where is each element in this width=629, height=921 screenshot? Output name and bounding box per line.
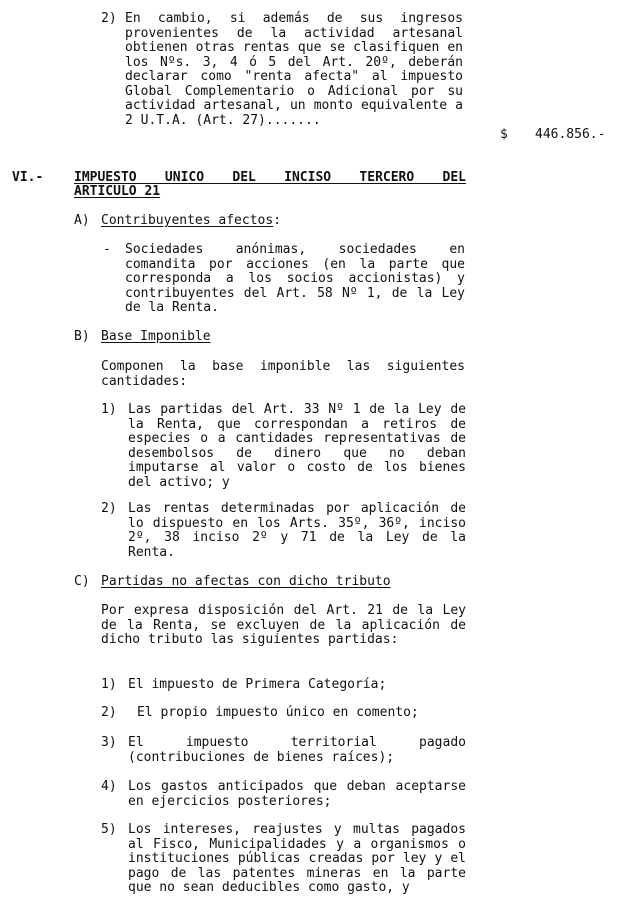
list-item-text: El impuesto territorial pagado (contribuciones de bienes raíces); (128, 735, 466, 765)
list-item-text: Las rentas determinadas por aplicación de lo dispuesto en los Arts. 35º, 36º, inciso 2º, 38 inciso 2º y 71 de la Ley de la Renta. (128, 501, 466, 560)
bullet-dash: - (103, 242, 111, 257)
amount-currency: $ (500, 127, 508, 142)
heading-text: Contribuyentes afectos (101, 213, 274, 228)
section-title-line-1: IMPUESTO UNICO DEL INCISO TERCERO DEL (74, 170, 466, 185)
list-item-text: El propio impuesto único en comento; (137, 705, 419, 720)
list-number: 1) (101, 677, 117, 692)
list-item-text: El impuesto de Primera Categoría; (128, 677, 387, 692)
subsection-letter-b: B) (74, 329, 90, 344)
section-roman-numeral: VI.- (12, 170, 44, 185)
list-item-text: En cambio, si además de sus ingresos provenientes de la actividad artesanal obtienen otras rentas que se clasifiquen en los Nºs. 3, 4 ó 5 del Art. 20º, deberán declarar como "renta afecta" al impuesto Global Complementario o Adicional por su actividad artesanal, un monto equivalente a 2 U.T.A. (Art. 27)....... (125, 11, 463, 128)
list-number: 2) (101, 705, 117, 720)
subsection-heading-c: Partidas no afectas con dicho tributo (101, 574, 391, 589)
amount-value: 446.856.- (535, 127, 606, 142)
list-item-text: Los intereses, reajustes y multas pagados al Fisco, Municipalidades y a organismos o instituciones públicas creadas por ley y el pago de las patentes mineras en la parte que no sean deducibles como gasto, y (128, 822, 466, 895)
list-item-text: Los gastos anticipados que deban aceptarse en ejercicios posteriores; (128, 779, 466, 809)
list-number: 3) (101, 735, 117, 750)
paragraph-intro-b: Componen la base imponible las siguientes cantidades: (101, 359, 465, 389)
section-title-line-2: ARTICULO 21 (74, 184, 161, 199)
heading-colon: : (273, 213, 282, 228)
list-number: 4) (101, 779, 117, 794)
list-number: 2) (101, 501, 117, 516)
subsection-letter-c: C) (74, 574, 90, 589)
list-number: 1) (101, 402, 117, 417)
paragraph-intro-c: Por expresa disposición del Art. 21 de la Ley de la Renta, se excluyen de la aplicación de dicho tributo las siguientes partidas: (101, 603, 466, 647)
list-number: 5) (101, 822, 117, 837)
list-number: 2) (101, 11, 117, 26)
list-item-text: Las partidas del Art. 33 Nº 1 de la Ley de la Renta, que correspondan a retiros de especies o a cantidades representativas de desembolsos de dinero que no deban imputarse al valor o costo de los bienes del activo; y (128, 402, 466, 490)
subsection-letter-a: A) (74, 213, 90, 228)
subsection-heading-a (101, 214, 281, 229)
subsection-heading-b: Base Imponible (101, 329, 211, 344)
bullet-text: Sociedades anónimas, sociedades en comandita por acciones (en la parte que corresponda a los socios accionistas) y contribuyentes del Art. 58 Nº 1, de la Ley de la Renta. (125, 242, 465, 315)
